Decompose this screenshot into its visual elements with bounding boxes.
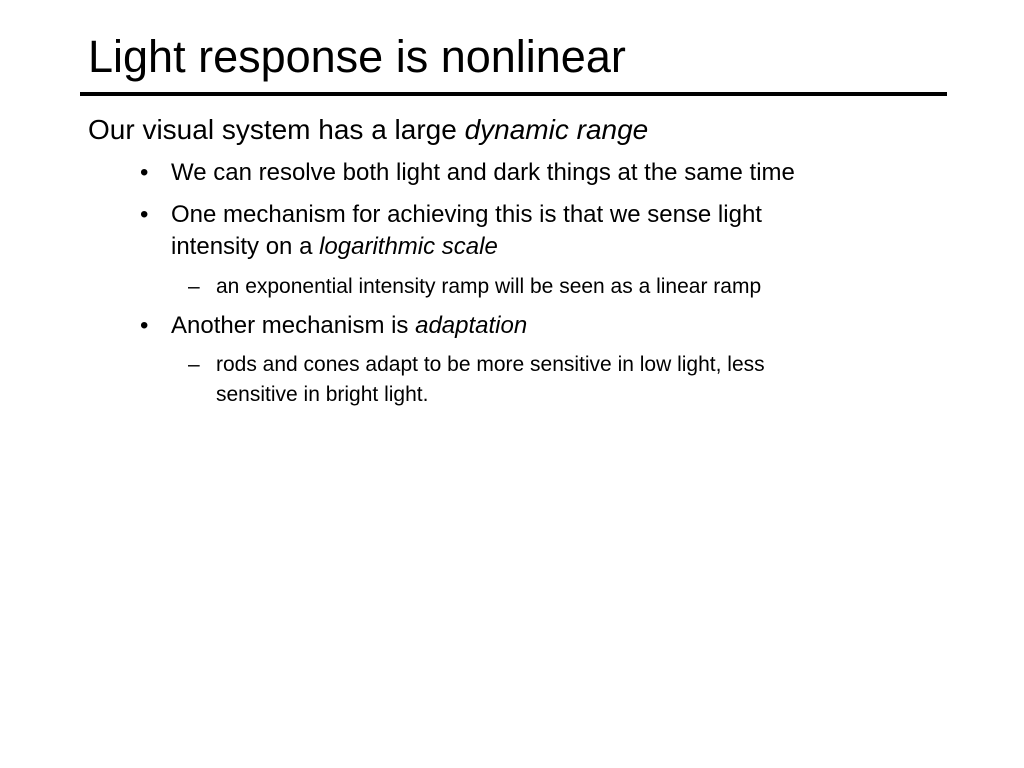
dash-marker: – xyxy=(188,275,200,298)
bullet-3-emphasis: adaptation xyxy=(415,312,528,339)
slide-title: Light response is nonlinear xyxy=(88,31,626,82)
bullet-marker: • xyxy=(140,312,149,339)
bullet-3-text: Another mechanism is xyxy=(171,312,416,339)
title-underline xyxy=(80,92,947,96)
bullet-3 xyxy=(171,310,527,342)
bullet-marker: • xyxy=(140,159,149,186)
sub-bullet-3-line-1: rods and cones adapt to be more sensitive in low light, less xyxy=(216,353,765,376)
bullet-marker: • xyxy=(140,201,149,228)
bullet-1: We can resolve both light and dark things at the same time xyxy=(171,159,795,186)
dash-marker: – xyxy=(188,353,200,376)
bullet-2-line-2-text: intensity on a xyxy=(171,233,320,260)
bullet-2-emphasis: logarithmic scale xyxy=(319,233,498,260)
sub-bullet-2-1: an exponential intensity ramp will be seen as a linear ramp xyxy=(216,275,762,298)
sub-bullet-3-line-2: sensitive in bright light. xyxy=(216,383,429,406)
intro-emphasis: dynamic range xyxy=(464,114,649,145)
bullet-2-line-2 xyxy=(171,231,498,263)
intro-line xyxy=(88,112,648,148)
intro-text: Our visual system has a large xyxy=(88,114,465,145)
bullet-2-line-1: One mechanism for achieving this is that we sense light xyxy=(171,201,762,228)
